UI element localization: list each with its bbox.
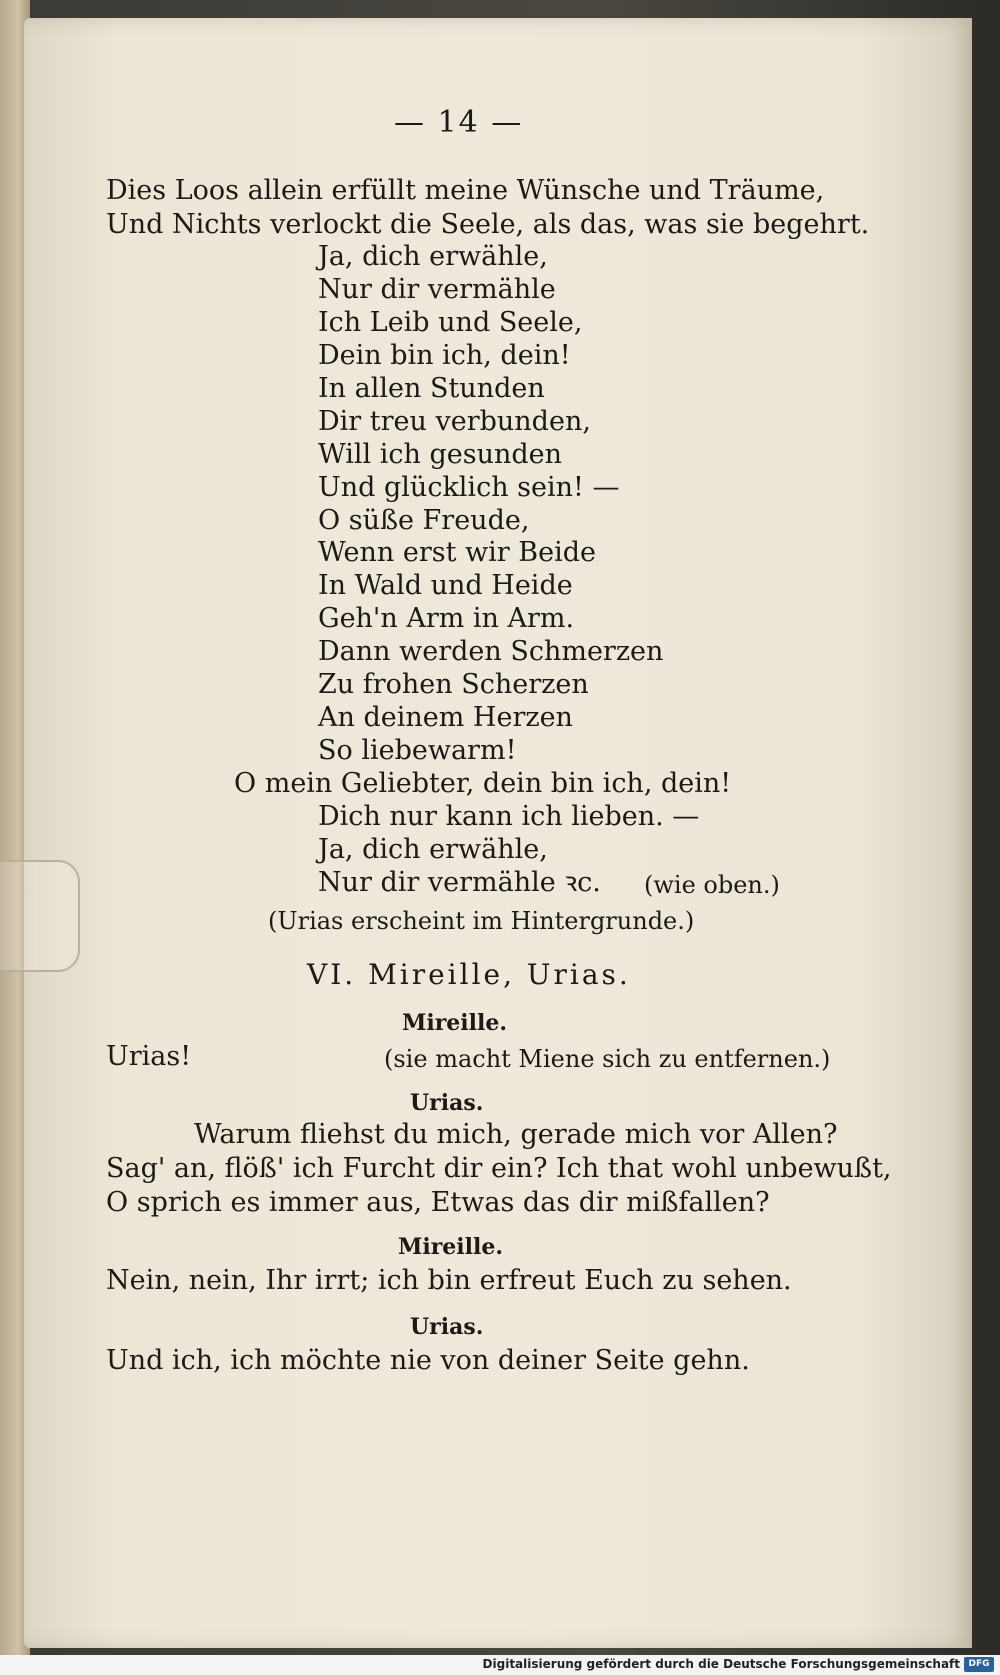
- verse-line: O mein Geliebter, dein bin ich, dein!: [234, 768, 732, 799]
- speaker-name: Urias.: [410, 1090, 484, 1116]
- footer-bar: [0, 1655, 1000, 1675]
- verse-line: Ja, dich erwähle,: [318, 241, 548, 272]
- dfg-logo: DFG: [964, 1657, 994, 1672]
- verse-line: Ich Leib und Seele,: [318, 307, 583, 338]
- verse-line: Urias!: [106, 1041, 192, 1072]
- verse-line: Dies Loos allein erfüllt meine Wünsche und Träume,: [106, 175, 825, 206]
- verse-line: O süße Freude,: [318, 505, 530, 536]
- verse-line: So liebewarm!: [318, 735, 517, 766]
- verse-line: Nur dir vermähle ꝛc.: [318, 867, 601, 898]
- verse-line: Nein, nein, Ihr irrt; ich bin erfreut Euch zu sehen.: [106, 1265, 792, 1296]
- verse-line: Nur dir vermähle: [318, 274, 556, 305]
- verse-line: Zu frohen Scherzen: [318, 669, 589, 700]
- verse-line: In Wald und Heide: [318, 570, 573, 601]
- scene-heading: VI. Mireille, Urias.: [307, 958, 631, 991]
- verse-line: An deinem Herzen: [318, 702, 573, 733]
- page-number: — 14 —: [394, 105, 524, 140]
- footer-credit: Digitalisierung gefördert durch die Deutsche Forschungsgemeinschaft: [482, 1657, 960, 1671]
- book-page: [24, 18, 972, 1648]
- verse-line: In allen Stunden: [318, 373, 545, 404]
- verse-line: Geh'n Arm in Arm.: [318, 603, 575, 634]
- verse-line: Ja, dich erwähle,: [318, 834, 548, 865]
- verse-line: Wenn erst wir Beide: [318, 537, 597, 568]
- verse-line: Und Nichts verlockt die Seele, als das, was sie begehrt.: [106, 209, 870, 240]
- verse-line: Dir treu verbunden,: [318, 406, 591, 437]
- stage-direction: (wie oben.): [644, 871, 780, 899]
- speaker-name: Mireille.: [398, 1234, 504, 1260]
- stage-direction: (Urias erscheint im Hintergrunde.): [268, 907, 695, 935]
- verse-line: Dann werden Schmerzen: [318, 636, 664, 667]
- verse-line: Dein bin ich, dein!: [318, 340, 571, 371]
- verse-line: Will ich gesunden: [318, 439, 563, 470]
- verse-line: O sprich es immer aus, Etwas das dir mißfallen?: [106, 1187, 770, 1218]
- bookmark-ribbon: [0, 860, 80, 972]
- speaker-name: Urias.: [410, 1314, 484, 1340]
- verse-line: Warum fliehst du mich, gerade mich vor Allen?: [194, 1119, 838, 1150]
- stage-direction: (sie macht Miene sich zu entfernen.): [384, 1045, 831, 1073]
- verse-line: Dich nur kann ich lieben. —: [318, 801, 700, 832]
- verse-line: Und ich, ich möchte nie von deiner Seite gehn.: [106, 1345, 750, 1376]
- speaker-name: Mireille.: [402, 1010, 508, 1036]
- verse-line: Sag' an, flöß' ich Furcht dir ein? Ich that wohl unbewußt,: [106, 1153, 892, 1184]
- verse-line: Und glücklich sein! —: [318, 472, 620, 503]
